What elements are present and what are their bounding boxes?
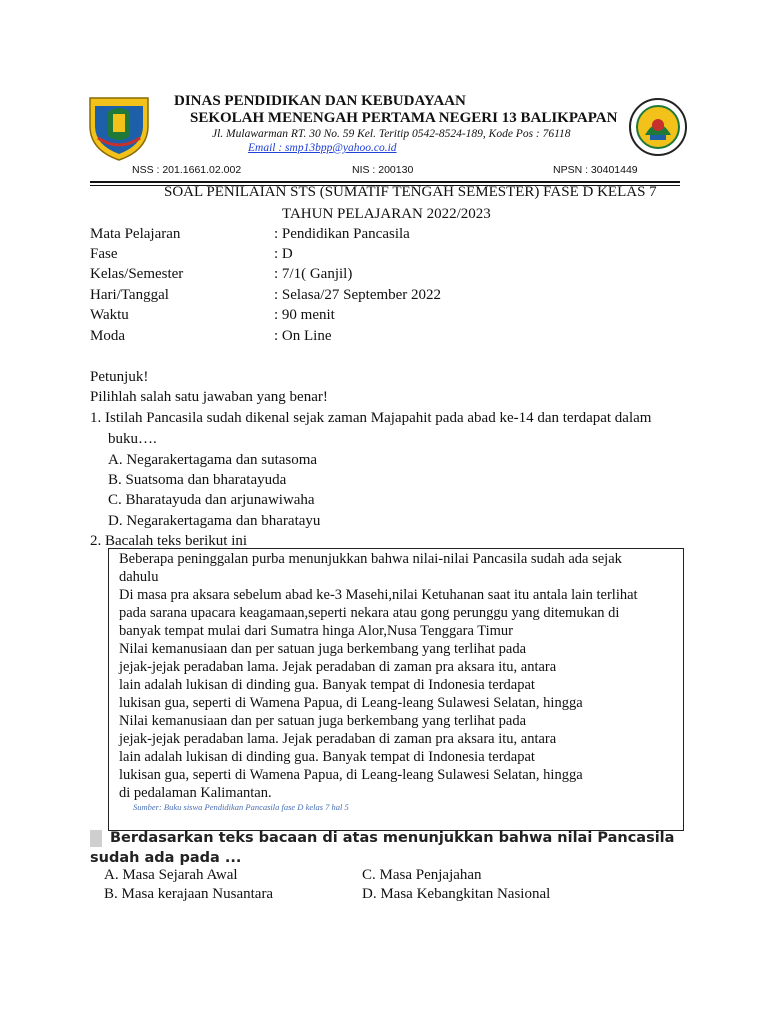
q2-option-d[interactable]: D. Masa Kebangkitan Nasional <box>362 886 551 902</box>
q2-option-c[interactable]: C. Masa Penjajahan <box>362 867 482 883</box>
reading-line: lukisan gua, seperti di Wamena Papua, di Leang-leang Sulawesi Selatan, hingga <box>119 767 583 783</box>
q2-intro: 2. Bacalah teks berikut ini <box>90 533 248 549</box>
info-label: Mata Pelajaran <box>90 226 181 242</box>
header-address: Jl. Mulawarman RT. 30 No. 59 Kel. Teritip 0542-8524-189, Kode Pos : 76118 <box>212 128 571 140</box>
header-line-2: SEKOLAH MENENGAH PERTAMA NEGERI 13 BALIKPAPAN <box>190 110 618 126</box>
reading-line: banyak tempat mulai dari Sumatra hinga Alor,Nusa Tenggara Timur <box>119 623 513 639</box>
info-label: Fase <box>90 246 118 262</box>
info-value: : D <box>274 246 293 262</box>
q1-text-cont: buku…. <box>108 431 157 447</box>
city-crest-logo <box>86 92 152 162</box>
instructions-text: Pilihlah salah satu jawaban yang benar! <box>90 389 328 405</box>
reading-line: Nilai kemanusiaan dan per satuan juga berkembang yang terlihat pada <box>119 713 527 729</box>
reading-line: jejak-jejak peradaban lama. Jejak peradaban di zaman pra aksara itu, antara <box>119 659 557 675</box>
reading-line: pada sarana upacara keagamaan,seperti nekara atau gong perunggu yang ditemukan di <box>119 605 620 621</box>
instructions-heading: Petunjuk! <box>90 369 149 385</box>
school-logo <box>628 97 688 157</box>
reading-line: lain adalah lukisan di dinding gua. Banyak tempat di Indonesia terdapat <box>119 677 535 693</box>
reading-line: dahulu <box>119 569 159 585</box>
exam-year: TAHUN PELAJARAN 2022/2023 <box>282 206 491 222</box>
nss-number: NSS : 201.1661.02.002 <box>132 164 242 176</box>
npsn-number: NPSN : 30401449 <box>553 164 638 176</box>
info-value: : 90 menit <box>274 307 335 323</box>
nis-number: NIS : 200130 <box>352 164 414 176</box>
exam-title: SOAL PENILAIAN STS (SUMATIF TENGAH SEMESTER) FASE D KELAS 7 <box>164 184 657 200</box>
reading-line: Di masa pra aksara sebelum abad ke-3 Masehi,nilai Ketuhanan saat itu antala lain terlihat <box>119 587 638 603</box>
reading-line: lukisan gua, seperti di Wamena Papua, di Leang-leang Sulawesi Selatan, hingga <box>119 695 583 711</box>
reading-line: Nilai kemanusiaan dan per satuan juga berkembang yang terlihat pada <box>119 641 527 657</box>
reading-line: di pedalaman Kalimantan. <box>119 785 272 801</box>
q1-option-c[interactable]: C. Bharatayuda dan arjunawiwaha <box>108 492 315 508</box>
info-label: Waktu <box>90 307 129 323</box>
q1-option-b[interactable]: B. Suatsoma dan bharatayuda <box>108 472 287 488</box>
q1-text: 1. Istilah Pancasila sudah dikenal sejak zaman Majapahit pada abad ke-14 dan terdapat dalam <box>90 410 652 426</box>
q2-option-b[interactable]: B. Masa kerajaan Nusantara <box>104 886 274 902</box>
header-line-1: DINAS PENDIDIKAN DAN KEBUDAYAAN <box>174 93 466 109</box>
q2-question: Berdasarkan teks bacaan di atas menunjukkan bahwa nilai Pancasila <box>110 830 675 846</box>
info-value: : Pendidikan Pancasila <box>274 226 410 242</box>
info-value: : Selasa/27 September 2022 <box>274 287 442 303</box>
info-value: : On Line <box>274 328 332 344</box>
reading-passage-box <box>108 548 684 831</box>
info-label: Hari/Tanggal <box>90 287 169 303</box>
reading-line: Beberapa peninggalan purba menunjukkan bahwa nilai-nilai Pancasila sudah ada sejak <box>119 551 622 567</box>
reading-line: lain adalah lukisan di dinding gua. Banyak tempat di Indonesia terdapat <box>119 749 535 765</box>
q1-option-d[interactable]: D. Negarakertagama dan bharatayu <box>108 513 321 529</box>
q2-question-cont: sudah ada pada ... <box>90 850 242 866</box>
q1-option-a[interactable]: A. Negarakertagama dan sutasoma <box>108 452 318 468</box>
reading-line: jejak-jejak peradaban lama. Jejak peradaban di zaman pra aksara itu, antara <box>119 731 557 747</box>
header-divider-thick <box>90 181 680 183</box>
q2-option-a[interactable]: A. Masa Sejarah Awal <box>104 867 238 883</box>
info-label: Moda <box>90 328 125 344</box>
info-value: : 7/1( Ganjil) <box>274 266 353 282</box>
question-highlight <box>90 830 102 847</box>
source-citation: Sumber: Buku siswa Pendidikan Pancasila fase D kelas 7 hal 5 <box>133 802 349 812</box>
info-label: Kelas/Semester <box>90 266 184 282</box>
header-email-link[interactable]: Email : smp13bpp@yahoo.co.id <box>248 142 397 154</box>
